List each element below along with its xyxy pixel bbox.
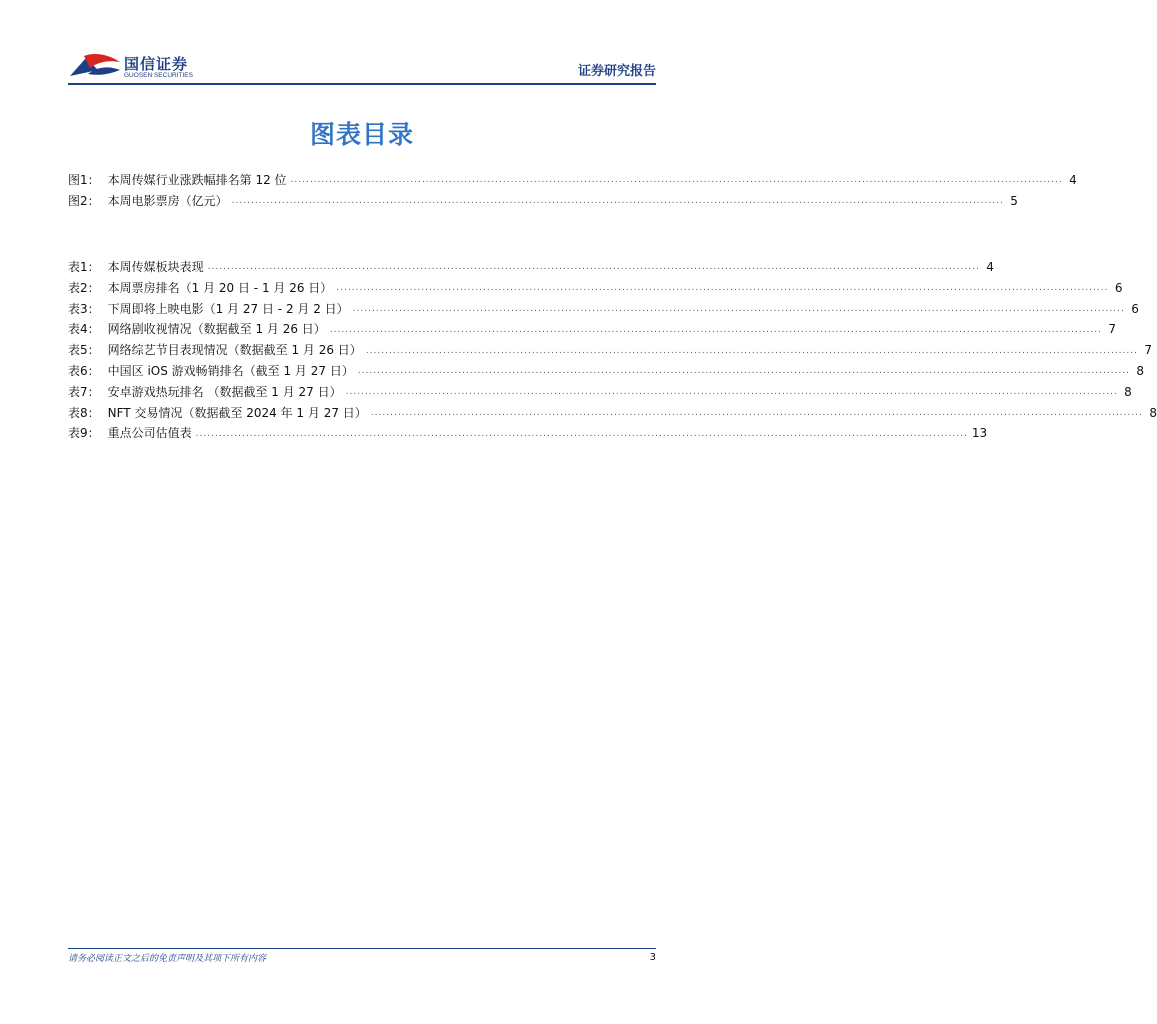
toc-entry-number: 表6：	[68, 363, 100, 378]
toc-entry[interactable]	[68, 191, 1018, 212]
toc-dot-leader: ........................................................................................................................................................................................................	[329, 324, 1102, 335]
toc-dot-leader: ........................................................................................................................................................................................................	[231, 196, 1004, 207]
toc-entry-page: 5	[1010, 193, 1018, 208]
toc-dot-leader: ........................................................................................................................................................................................................	[336, 283, 1109, 294]
toc-entry[interactable]	[68, 403, 1157, 424]
toc-dot-leader: ........................................................................................................................................................................................................	[357, 366, 1131, 377]
toc-entry-page: 7	[1108, 322, 1116, 337]
toc-entry-page: 8	[1124, 384, 1132, 399]
toc-entry-title: 本周传媒行业涨跌幅排名第 12 位	[107, 173, 287, 187]
toc-entry-title: 本周电影票房（亿元）	[107, 193, 228, 208]
toc-entry-number: 图2：	[68, 193, 100, 208]
toc-entry[interactable]	[68, 340, 1152, 361]
toc-entry-page: 8	[1149, 405, 1157, 420]
report-type-label: 证券研究报告	[577, 64, 656, 79]
toc-dot-leader: ........................................................................................................................................................................................................	[207, 262, 980, 273]
toc-entry[interactable]	[68, 170, 1077, 191]
toc-entry-page: 4	[986, 260, 994, 274]
toc-entry-number: 表4：	[68, 322, 100, 337]
toc-dot-leader: ........................................................................................................................................................................................................	[345, 387, 1118, 398]
page-number: 3	[649, 952, 656, 963]
toc-entry-number: 表8：	[68, 405, 100, 420]
toc-entry-number: 表5：	[68, 343, 100, 358]
toc-entry-page: 13	[971, 426, 988, 441]
toc-entry[interactable]	[68, 299, 1139, 320]
toc-entry[interactable]	[68, 361, 1145, 382]
footer-divider	[68, 948, 656, 949]
footer-disclaimer: 请务必阅读正文之后的免责声明及其项下所有内容	[68, 954, 267, 964]
toc-entry-number: 表2：	[68, 280, 100, 295]
table-list	[68, 257, 1157, 444]
toc-entry-title: 网络综艺节目表现情况（数据截至 1 月 26 日）	[107, 343, 362, 358]
logo-chinese-name: 国信证券	[124, 55, 189, 73]
toc-entry-number: 图1：	[68, 173, 100, 187]
guosen-logo-icon	[68, 52, 122, 80]
toc-entry[interactable]	[68, 278, 1123, 299]
toc-entry-number: 表9：	[68, 426, 100, 441]
toc-entry-page: 8	[1136, 363, 1145, 378]
toc-dot-leader: ........................................................................................................................................................................................................	[352, 303, 1125, 314]
toc-entry[interactable]	[68, 319, 1116, 340]
toc-entry-title: 安卓游戏热玩排名 （数据截至 1 月 27 日）	[107, 384, 342, 399]
toc-entry-title: 本周票房排名（1 月 20 日 - 1 月 26 日）	[107, 280, 333, 295]
toc-entry-title: 中国区 iOS 游戏畅销排名（截至 1 月 27 日）	[107, 363, 354, 378]
page-title: 图表目录	[309, 120, 414, 149]
header-divider	[68, 83, 656, 85]
toc-entry[interactable]	[68, 382, 1132, 403]
logo-english-name: GUOSEN SECURITIES	[124, 72, 193, 79]
toc-entry-title: 下周即将上映电影（1 月 27 日 - 2 月 2 日）	[107, 301, 349, 316]
toc-dot-leader: ........................................................................................................................................................................................................	[365, 345, 1138, 356]
company-logo	[68, 48, 208, 84]
page-header	[68, 48, 656, 84]
toc-entry-number: 表1：	[68, 260, 100, 274]
toc-dot-leader: ........................................................................................................................................................................................................	[370, 407, 1143, 418]
toc-entry-title: 重点公司估值表	[107, 426, 192, 441]
toc-entry-number: 表7：	[68, 384, 100, 399]
toc-entry-page: 4	[1069, 173, 1077, 187]
toc-entry-page: 6	[1131, 301, 1139, 316]
toc-entry[interactable]	[68, 257, 994, 278]
toc-entry-title: 本周传媒板块表现	[107, 260, 204, 274]
toc-entry-number: 表3：	[68, 301, 100, 316]
figure-list	[68, 170, 1077, 212]
toc-entry[interactable]	[68, 423, 988, 444]
toc-entry-page: 6	[1114, 280, 1123, 295]
toc-entry-page: 7	[1144, 343, 1152, 358]
toc-dot-leader: ........................................................................................................................................................................................................	[290, 175, 1063, 186]
toc-entry-title: NFT 交易情况（数据截至 2024 年 1 月 27 日）	[107, 405, 367, 420]
toc-entry-title: 网络剧收视情况（数据截至 1 月 26 日）	[107, 322, 326, 337]
toc-dot-leader: ........................................................................................................................................................................................................	[195, 428, 968, 439]
